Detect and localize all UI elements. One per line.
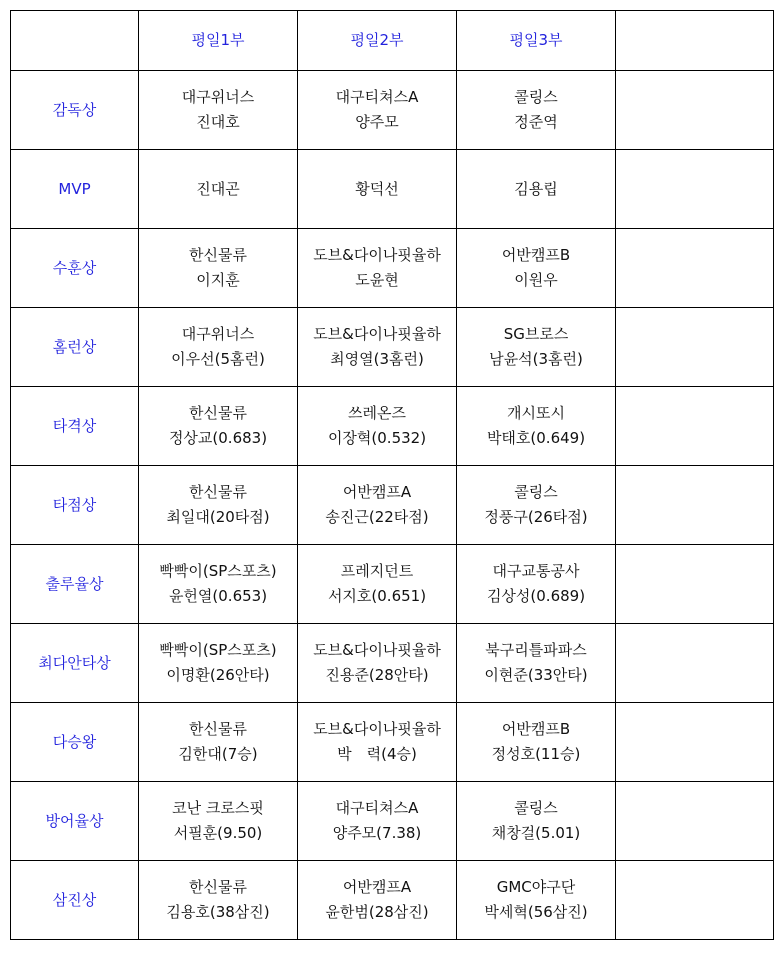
winner-cell [457,150,616,229]
team-name: 북구리틀파파스 [485,641,587,659]
player-stat: 이지훈 [196,271,240,289]
winner-cell [298,466,457,545]
winner-cell [457,624,616,703]
player-stat: 이명환(26안타) [166,666,270,684]
player-stat: 이원우 [514,271,558,289]
player-stat: 박태호(0.649) [486,429,586,447]
team-name: 대구교통공사 [492,562,580,580]
winner-cell [457,387,616,466]
winner-cell [139,703,298,782]
team-name: 대구티쳐스A [335,88,419,106]
team-name: 도브&다이나핏율하 [313,641,441,659]
team-name: 개시또시 [507,404,565,422]
table-row [11,229,774,308]
empty-cell [616,545,774,624]
player-stat: 정성호(11승) [491,745,581,763]
team-name: 진대곤 [196,179,240,198]
empty-cell [616,861,774,940]
winner-cell [457,545,616,624]
winner-cell [298,624,457,703]
team-name: 쓰레온즈 [348,404,406,422]
team-name: 어반캠프A [342,483,412,501]
empty-cell [616,150,774,229]
table-row [11,861,774,940]
award-name: 출루율상 [11,545,139,624]
table-row [11,782,774,861]
winner-cell [298,703,457,782]
player-stat: 김상성(0.689) [486,587,586,605]
player-stat: 정풍구(26타점) [484,508,588,526]
player-stat: 양주모 [355,113,399,131]
winner-cell [139,387,298,466]
team-name: 콜링스 [514,483,558,501]
player-stat: 박 력(4승) [337,745,417,763]
team-name: 도브&다이나핏율하 [313,325,441,343]
player-stat: 박세혁(56삼진) [484,903,588,921]
header-row [11,11,774,71]
winner-cell [139,229,298,308]
winner-cell [298,71,457,150]
award-name: 수훈상 [11,229,139,308]
table-row [11,703,774,782]
winner-cell [457,703,616,782]
team-name: 한신물류 [189,720,247,738]
player-stat: 서지호(0.651) [327,587,427,605]
player-stat: 정상교(0.683) [168,429,268,447]
player-stat: 이우선(5홈런) [171,350,265,368]
team-name: 김용립 [514,179,558,198]
table-row [11,150,774,229]
award-name: 홈런상 [11,308,139,387]
player-stat: 최일대(20타점) [166,508,270,526]
winner-cell [457,466,616,545]
awards-table [10,10,774,940]
team-name: 빡빡이(SP스포츠) [159,641,277,659]
header-cell-weekday1: 평일1부 [139,11,298,71]
winner-cell [298,545,457,624]
team-name: 대구티쳐스A [335,799,419,817]
player-stat: 윤헌열(0.653) [168,587,268,605]
empty-cell [616,782,774,861]
team-name: 프레지던트 [340,562,414,580]
empty-cell [616,624,774,703]
table-row [11,308,774,387]
winner-cell [457,861,616,940]
winner-cell [298,861,457,940]
team-name: 황덕선 [355,179,399,198]
player-stat: 도윤현 [355,271,399,289]
player-stat: 최영열(3홈런) [330,350,424,368]
empty-cell [616,71,774,150]
winner-cell [298,229,457,308]
winner-cell [139,150,298,229]
team-name: 콜링스 [514,88,558,106]
player-stat: 진대호 [196,113,240,131]
player-stat: 송진근(22타점) [325,508,429,526]
header-cell-weekday3: 평일3부 [457,11,616,71]
player-stat: 남윤석(3홈런) [489,350,583,368]
team-name: 도브&다이나핏율하 [313,246,441,264]
table-row [11,387,774,466]
winner-cell [139,466,298,545]
table-row [11,71,774,150]
award-name: 최다안타상 [11,624,139,703]
player-stat: 양주모(7.38) [332,824,422,842]
player-stat: 채창걸(5.01) [491,824,581,842]
player-stat: 정준역 [514,113,558,131]
player-stat: 이장혁(0.532) [327,429,427,447]
winner-cell [298,150,457,229]
winner-cell [139,545,298,624]
player-stat: 김용호(38삼진) [166,903,270,921]
winner-cell [139,861,298,940]
winner-cell [139,71,298,150]
team-name: 코난 크로스핏 [172,799,264,817]
team-name: 어반캠프B [501,720,571,738]
team-name: 콜링스 [514,799,558,817]
team-name: 도브&다이나핏율하 [313,720,441,738]
player-stat: 김한대(7승) [178,745,258,763]
player-stat: 서필훈(9.50) [173,824,263,842]
winner-cell [298,782,457,861]
team-name: 한신물류 [189,246,247,264]
empty-cell [616,308,774,387]
empty-cell [616,466,774,545]
award-name: 타점상 [11,466,139,545]
winner-cell [457,308,616,387]
team-name: 대구위너스 [181,325,255,343]
player-stat: 윤한범(28삼진) [325,903,429,921]
table-row [11,624,774,703]
award-name: 다승왕 [11,703,139,782]
player-stat: 이현준(33안타) [484,666,588,684]
team-name: 빡빡이(SP스포츠) [159,562,277,580]
team-name: SG브로스 [503,325,569,343]
player-stat: 진용준(28안타) [325,666,429,684]
table-body [11,11,774,940]
award-name: 삼진상 [11,861,139,940]
header-cell-empty [11,11,139,71]
winner-cell [139,782,298,861]
award-name: 방어율상 [11,782,139,861]
winner-cell [139,308,298,387]
winner-cell [457,782,616,861]
team-name: 한신물류 [189,878,247,896]
header-cell-weekday2: 평일2부 [298,11,457,71]
team-name: GMC야구단 [496,878,576,896]
header-cell-blank [616,11,774,71]
team-name: 한신물류 [189,404,247,422]
award-name: 감독상 [11,71,139,150]
empty-cell [616,229,774,308]
team-name: 어반캠프A [342,878,412,896]
team-name: 대구위너스 [181,88,255,106]
team-name: 한신물류 [189,483,247,501]
winner-cell [457,229,616,308]
empty-cell [616,703,774,782]
award-name: 타격상 [11,387,139,466]
empty-cell [616,387,774,466]
winner-cell [298,308,457,387]
winner-cell [457,71,616,150]
team-name: 어반캠프B [501,246,571,264]
winner-cell [139,624,298,703]
award-name: MVP [11,150,139,229]
table-row [11,545,774,624]
table-row [11,466,774,545]
winner-cell [298,387,457,466]
